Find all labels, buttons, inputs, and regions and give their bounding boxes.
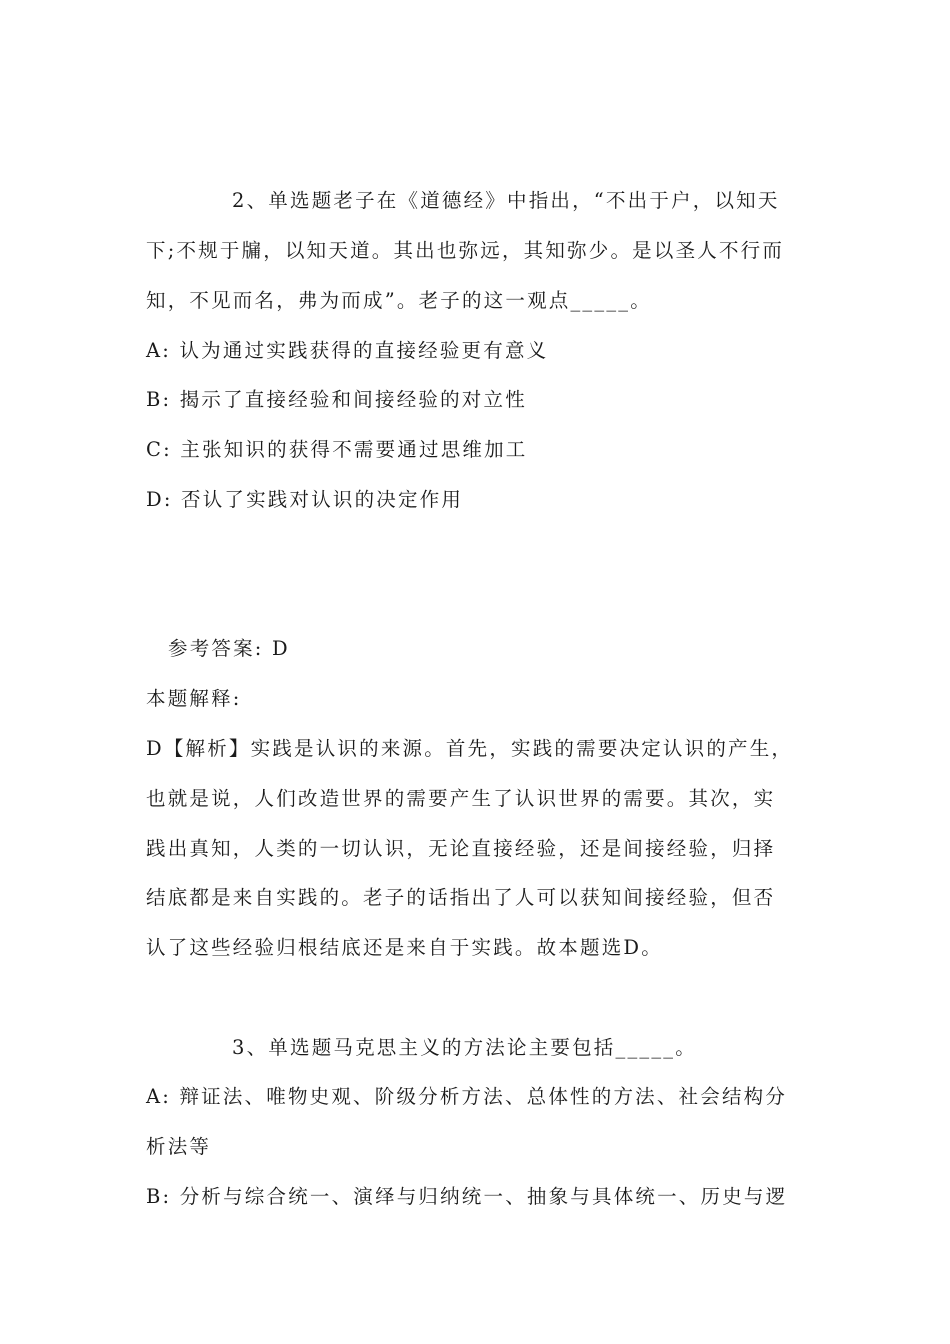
q2-stem-line-3: 知，不见而名，弗为而成”。老子的这一观点_____。 <box>146 289 652 312</box>
q3-option-b-line-1: B: 分析与综合统一、演绎与归纳统一、抽象与具体统一、历史与逻 <box>146 1185 788 1208</box>
q2-option-d: D: 否认了实践对认识的决定作用 <box>146 488 464 511</box>
q2-explanation-label: 本题解释: <box>146 687 242 710</box>
q2-stem-line-2: 下;不规于牖，以知天道。其出也弥远，其知弥少。是以圣人不行而 <box>146 239 785 262</box>
q2-explanation-line-3: 践出真知，人类的一切认识，无论直接经验，还是间接经验，归择 <box>146 837 776 860</box>
q2-stem-line-1: 2、单选题老子在《道德经》中指出，“不出于户，以知天 <box>232 189 780 212</box>
q2-option-c: C: 主张知识的获得不需要通过思维加工 <box>146 438 528 461</box>
q2-explanation-line-5: 认了这些经验归根结底还是来自于实践。故本题选D。 <box>146 936 663 959</box>
q2-explanation-line-2: 也就是说，人们改造世界的需要产生了认识世界的需要。其次，实 <box>146 787 776 810</box>
q2-option-b: B: 揭示了直接经验和间接经验的对立性 <box>146 388 527 411</box>
q2-option-a: A: 认为通过实践获得的直接经验更有意义 <box>146 339 549 362</box>
q2-explanation-line-1: D【解析】实践是认识的来源。首先，实践的需要决定认识的产生， <box>146 737 794 760</box>
q2-reference-answer: 参考答案: D <box>168 637 290 660</box>
q3-option-a-line-2: 析法等 <box>146 1135 212 1158</box>
q3-option-a-line-1: A: 辩证法、唯物史观、阶级分析方法、总体性的方法、社会结构分 <box>146 1085 788 1108</box>
q2-explanation-line-4: 结底都是来自实践的。老子的话指出了人可以获知间接经验，但否 <box>146 886 776 909</box>
q3-stem-line-1: 3、单选题马克思主义的方法论主要包括_____。 <box>232 1036 697 1059</box>
